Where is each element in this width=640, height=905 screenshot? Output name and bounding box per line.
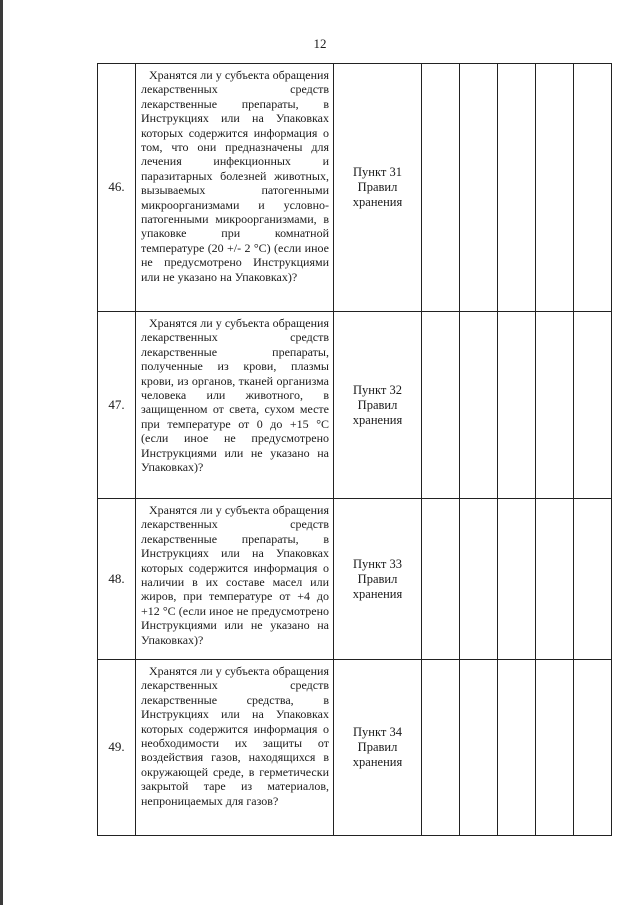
answer-cell-no[interactable] (460, 312, 498, 499)
table-row (98, 660, 612, 836)
checklist-table (97, 63, 612, 836)
answer-cell-extra[interactable] (536, 660, 574, 836)
question-cell (136, 64, 334, 312)
answer-cell-extra[interactable] (536, 312, 574, 499)
answer-cell-extra[interactable] (536, 499, 574, 660)
question-text: Хранятся ли у субъекта обращения лекарственных средств лекарственные препараты, полученные из крови, плазмы крови, из органов, тканей организма человека или животного, в защищенном от света, сухом месте при температуре от 0 до +15 °С (если иное не предусмотрено Инструкциями или не указано на Упаковках)? (141, 316, 329, 475)
table-row (98, 64, 612, 312)
answer-cell-yes[interactable] (422, 499, 460, 660)
reference-cell (334, 312, 422, 499)
row-number: 46. (98, 64, 136, 312)
scan-edge (0, 0, 3, 905)
reference-line: хранения (352, 586, 403, 601)
notes-cell[interactable] (574, 660, 612, 836)
reference-line: Пункт 31 (353, 165, 402, 179)
answer-cell-extra[interactable] (536, 64, 574, 312)
question-text: Хранятся ли у субъекта обращения лекарственных средств лекарственные препараты, в Инструкциях или на Упаковках которых содержится информация о том, что они предназначены для лечения инфекционных и паразитарных болезней животных, вызываемых патогенными микроорганизмами и условно-патогенными микроорганизмами, в упаковке при комнатной температуре (20 +/- 2 °С) (если иное не предусмотрено Инструкциями или не указано на Упаковках)? (141, 68, 329, 284)
reference-line: Пункт 33 (353, 556, 402, 571)
reference-line: Правил (357, 397, 398, 412)
answer-cell-no[interactable] (460, 64, 498, 312)
question-cell (136, 660, 334, 836)
answer-cell-no[interactable] (460, 499, 498, 660)
notes-cell[interactable] (574, 64, 612, 312)
reference-cell (334, 499, 422, 660)
answer-cell-not-applicable[interactable] (498, 64, 536, 312)
notes-cell[interactable] (574, 312, 612, 499)
row-number: 49. (98, 660, 136, 836)
question-text: Хранятся ли у субъекта обращения лекарственных средств лекарственные препараты, в Инструкциях или на Упаковках которых содержится информация о наличии в их составе масел или жиров, при температуре от +4 до +12 °С (если иное не предусмотрено Инструкциями или не указано на Упаковках)? (141, 503, 329, 647)
answer-cell-not-applicable[interactable] (498, 660, 536, 836)
row-number: 47. (98, 312, 136, 499)
row-number: 48. (98, 499, 136, 660)
reference-line: Пункт 32 (353, 382, 402, 397)
reference-line: Пункт 34 (353, 725, 402, 739)
reference-line: хранения (352, 195, 403, 209)
question-cell (136, 312, 334, 499)
reference-cell (334, 64, 422, 312)
answer-cell-yes[interactable] (422, 64, 460, 312)
table-row (98, 312, 612, 499)
answer-cell-yes[interactable] (422, 660, 460, 836)
reference-line: Правил (357, 571, 398, 586)
answer-cell-yes[interactable] (422, 312, 460, 499)
reference-line: хранения (352, 412, 403, 427)
answer-cell-no[interactable] (460, 660, 498, 836)
reference-line: хранения (352, 755, 403, 769)
page-number: 12 (313, 36, 327, 51)
question-cell (136, 499, 334, 660)
table-row (98, 499, 612, 660)
question-text: Хранятся ли у субъекта обращения лекарственных средств лекарственные средства, в Инструкциях или на Упаковках которых содержится информация о необходимости их защиты от воздействия газов, находящихся в окружающей среде, в герметически закрытой таре из материалов, непроницаемых для газов? (141, 664, 329, 808)
answer-cell-not-applicable[interactable] (498, 312, 536, 499)
reference-line: Правил (357, 180, 398, 194)
notes-cell[interactable] (574, 499, 612, 660)
reference-cell (334, 660, 422, 836)
reference-line: Правил (357, 740, 398, 754)
answer-cell-not-applicable[interactable] (498, 499, 536, 660)
